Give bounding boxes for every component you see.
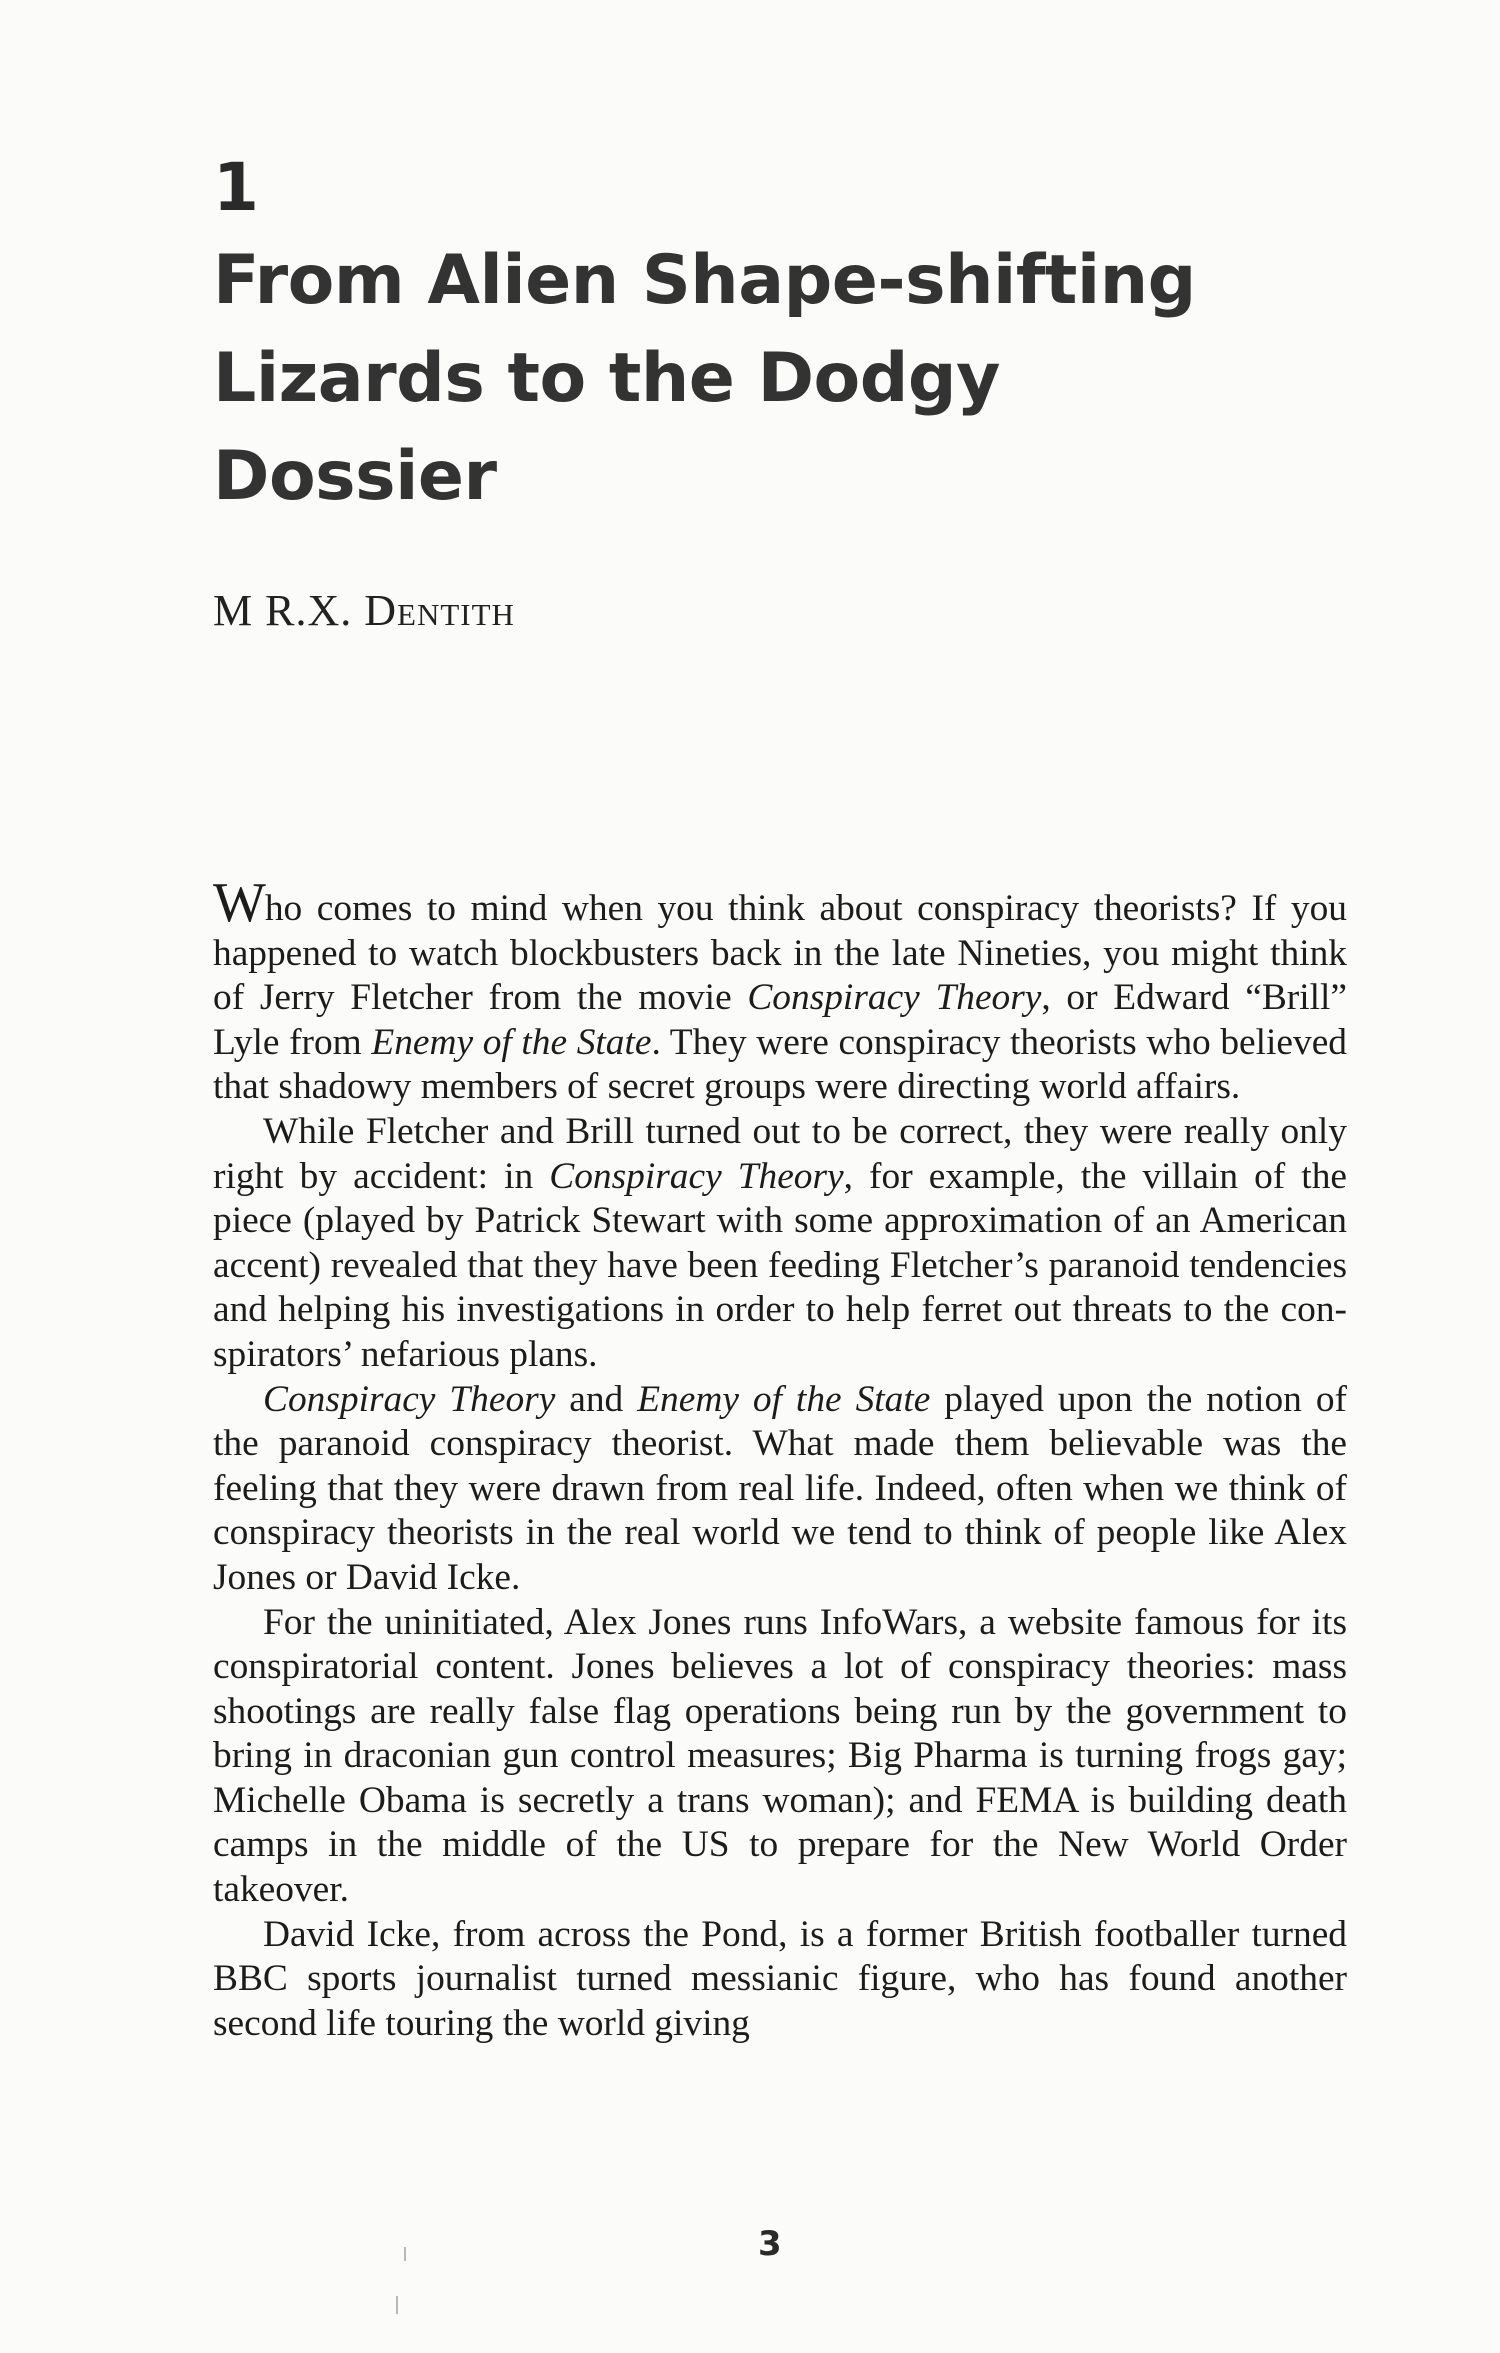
- chapter-title-line-2: Lizards to the Dodgy: [213, 339, 1000, 418]
- film-title: Enemy of the State: [371, 1021, 652, 1063]
- paragraph-text: David Icke, from across the Pond, is a former British footballer turned BBC sports journalist turned messianic figure, who has found another second life touring the world giving: [213, 1913, 1347, 2044]
- film-title: Enemy of the State: [637, 1378, 931, 1420]
- chapter-title: [213, 232, 1363, 526]
- initial-letter: W: [213, 872, 263, 934]
- paragraph-text: and: [555, 1378, 638, 1420]
- chapter-header: [213, 148, 1363, 526]
- film-title: Conspiracy Theory: [549, 1155, 844, 1197]
- author-byline: [213, 581, 515, 641]
- film-title: Conspiracy Theory: [747, 977, 1042, 1019]
- scan-mark: [404, 2247, 406, 2261]
- paragraph-1: [213, 872, 1347, 1110]
- page-number: 3: [758, 2224, 782, 2264]
- author-surname-smallcaps: entith: [397, 586, 515, 635]
- paragraph-2: [213, 1110, 1347, 1378]
- paragraph-text: , or Edward “Brill” Lyle from: [213, 977, 1347, 1063]
- paragraph-text: While Fletcher and Brill turned out to be correct, they were really only right by accident: in: [213, 1110, 1347, 1197]
- paragraph-text: ho comes to mind when you think about conspiracy theorists? If you happened to watch blockbusters back in the late Nineties, you might think of Jerry Fletcher from the movie: [213, 888, 1347, 1019]
- paragraph-text: For the uninitiated, Alex Jones runs InfoWars, a website famous for its conspiratorial content. Jones believes a lot of conspiracy theories: mass shootings are really false flag operations being run by the government to bring in draconian gun control measures; Big Pharma is turning frogs gay; Michelle Obama is secretly a trans woman); and FEMA is building death camps in the middle of the US to prepare for the New World Order takeover.: [213, 1601, 1347, 1911]
- paragraph-text: . They were conspiracy theorists who believed that shadowy members of secret groups were directing world affairs.: [213, 1021, 1347, 1108]
- chapter-number: 1: [213, 149, 258, 226]
- paragraph-text: played upon the notion of the paranoid conspiracy theorist. What made them believable was the feeling that they were drawn from real life. Indeed, often when we think of conspiracy theorists in the real world we tend to think of people like Alex Jones or David Icke.: [213, 1378, 1347, 1598]
- scan-mark: [396, 2296, 398, 2314]
- film-title: Conspiracy Theory: [263, 1378, 556, 1420]
- paragraph-3: [213, 1378, 1347, 1601]
- paragraph-5: [213, 1913, 1347, 2047]
- paragraph-4: [213, 1601, 1347, 1913]
- author-initials: M R.X. D: [213, 586, 398, 635]
- paragraph-text: , for example, the villain of the piece (played by Patrick Stewart with some approximation of an American accent) revealed that they have been feeding Fletcher’s paranoid tendencies and helping his investigations in order to help ferret out threats to the conspirators’ nefarious plans.: [213, 1155, 1347, 1375]
- chapter-title-line-3: Dossier: [213, 437, 497, 516]
- chapter-title-line-1: From Alien Shape-shifting: [213, 241, 1196, 320]
- body-text: [213, 872, 1347, 2046]
